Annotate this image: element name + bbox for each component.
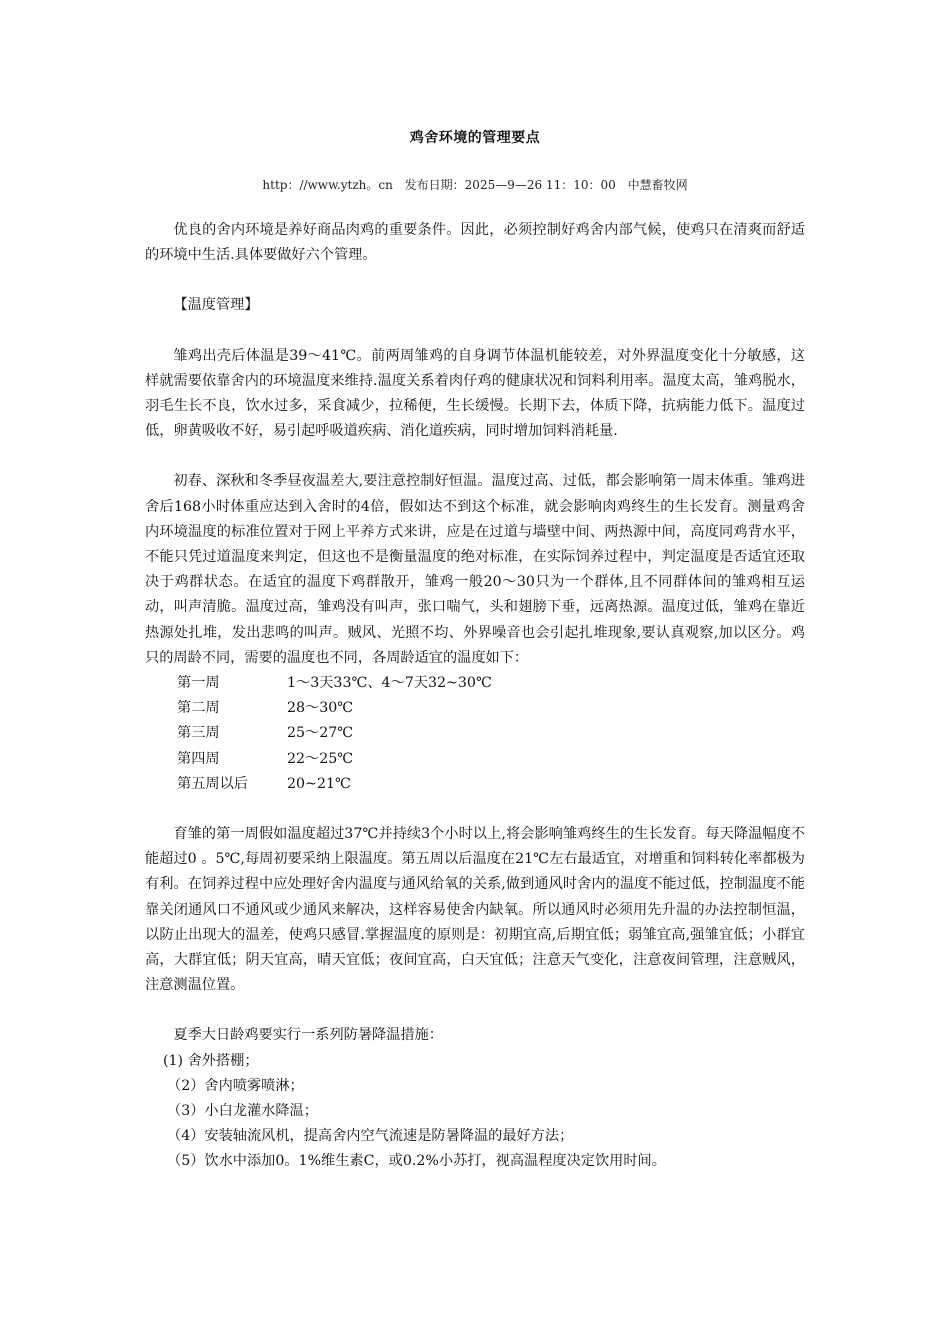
source-url: http：//www.ytzh。cn xyxy=(262,178,393,192)
list-item: （5）饮水中添加0。1%维生素C，或0.2%小苏打，视高温程度决定饮用时间。 xyxy=(167,1153,666,1170)
publish-date: 发布日期：2025—9—26 11：10：00 xyxy=(404,178,616,192)
week-label: 第二周 xyxy=(177,700,220,717)
week-temperature: 1～3天33℃、4～7天32~30℃ xyxy=(287,675,492,692)
list-item: （2）舍内喷雾喷淋； xyxy=(167,1077,304,1094)
body-paragraph-4: 夏季大日龄鸡要实行一系列防暑降温措施： xyxy=(173,1027,443,1044)
article-body xyxy=(145,218,805,1175)
list-item: （3）小白龙灌水降温； xyxy=(167,1103,318,1120)
list-item: (1) 舍外搭棚； xyxy=(163,1052,259,1069)
week-label: 第一周 xyxy=(177,675,220,692)
weekly-temperature-table xyxy=(177,671,492,797)
section-heading: 【温度管理】 xyxy=(173,297,259,314)
list-item: （4）安装轴流风机，提高舍内空气流速是防暑降温的最好方法； xyxy=(167,1128,574,1145)
article-title: 鸡舍环境的管理要点 xyxy=(409,130,541,146)
table-row xyxy=(177,696,492,721)
cooling-measures-list xyxy=(145,1049,805,1175)
body-paragraph-3: 育雏的第一周假如温度超过37℃并持续3个小时以上,将会影响雏鸡终生的生长发育。每天降温幅度不能超过0 。5℃,每周初要采纳上限温度。第五周以后温度在21℃左右最适宜，对增重和饲料转化率都极为有利。在饲养过程中应处理好舍内温度与通风给氧的关系,做到通风时舍内的温度不能过低，控制温度不能靠关闭通风口不通风或少通风来解决，这样容易使舍内缺氧。所以通风时必须用先升温的办法控制恒温，以防止出现大的温差，使鸡只感冒.掌握温度的原则是：初期宜高,后期宜低；弱雏宜高,强雏宜低；小群宜高，大群宜低；阴天宜高，晴天宜低；夜间宜高，白天宜低；注意天气变化，注意夜间管理，注意贼风，注意测温位置。 xyxy=(145,826,805,994)
week-label: 第四周 xyxy=(177,750,220,767)
publisher-name: 中慧畜牧网 xyxy=(627,178,688,192)
body-paragraph-2: 初春、深秋和冬季昼夜温差大,要注意控制好恒温。温度过高、过低，都会影响第一周末体重。雏鸡进舍后168小时体重应达到入舍时的4倍，假如达不到这个标准，就会影响肉鸡终生的生长发育。测量鸡舍内环境温度的标准位置对于网上平养方式来讲，应是在过道与墙壁中间、两热源中间，高度同鸡背水平，不能只凭过道温度来判定，但这也不是衡量温度的绝对标准，在实际饲养过程中，判定温度是否适宜还取决于鸡群状态。在适宜的温度下鸡群散开，雏鸡一般20～30只为一个群体,且不同群体间的雏鸡相互运动，叫声清脆。温度过高，雏鸡没有叫声，张口喘气，头和翅膀下垂，远离热源。温度过低，雏鸡在靠近热源处扎堆，发出悲鸣的叫声。贼风、光照不均、外界噪音也会引起扎堆现象,要认真观察,加以区分。鸡只的周龄不同，需要的温度也不同，各周龄适宜的温度如下： xyxy=(145,473,805,666)
intro-paragraph: 优良的舍内环境是养好商品肉鸡的重要条件。因此，必须控制好鸡舍内部气候，使鸡只在清爽而舒适的环境中生活.具体要做好六个管理。 xyxy=(145,222,805,264)
table-row xyxy=(177,671,492,696)
week-temperature: 20~21℃ xyxy=(287,775,351,792)
week-label: 第三周 xyxy=(177,725,220,742)
body-paragraph-1: 雏鸡出壳后体温是39～41℃。前两周雏鸡的自身调节体温机能较差，对外界温度变化十分敏感，这样就需要依靠舍内的环境温度来维持.温度关系着肉仔鸡的健康状况和饲料利用率。温度太高，雏鸡脱水，羽毛生长不良，饮水过多，采食减少，拉稀便，生长缓慢。长期下去，体质下降，抗病能力低下。温度过低，卵黄吸收不好，易引起呼吸道疾病、消化道疾病，同时增加饲料消耗量. xyxy=(145,347,805,440)
table-row xyxy=(177,721,492,746)
table-row xyxy=(177,747,492,772)
week-temperature: 25～27℃ xyxy=(287,725,354,742)
table-row xyxy=(177,772,492,797)
week-temperature: 28～30℃ xyxy=(287,700,354,717)
week-temperature: 22～25℃ xyxy=(287,750,354,767)
week-label: 第五周以后 xyxy=(177,775,248,792)
article-meta xyxy=(0,176,950,193)
